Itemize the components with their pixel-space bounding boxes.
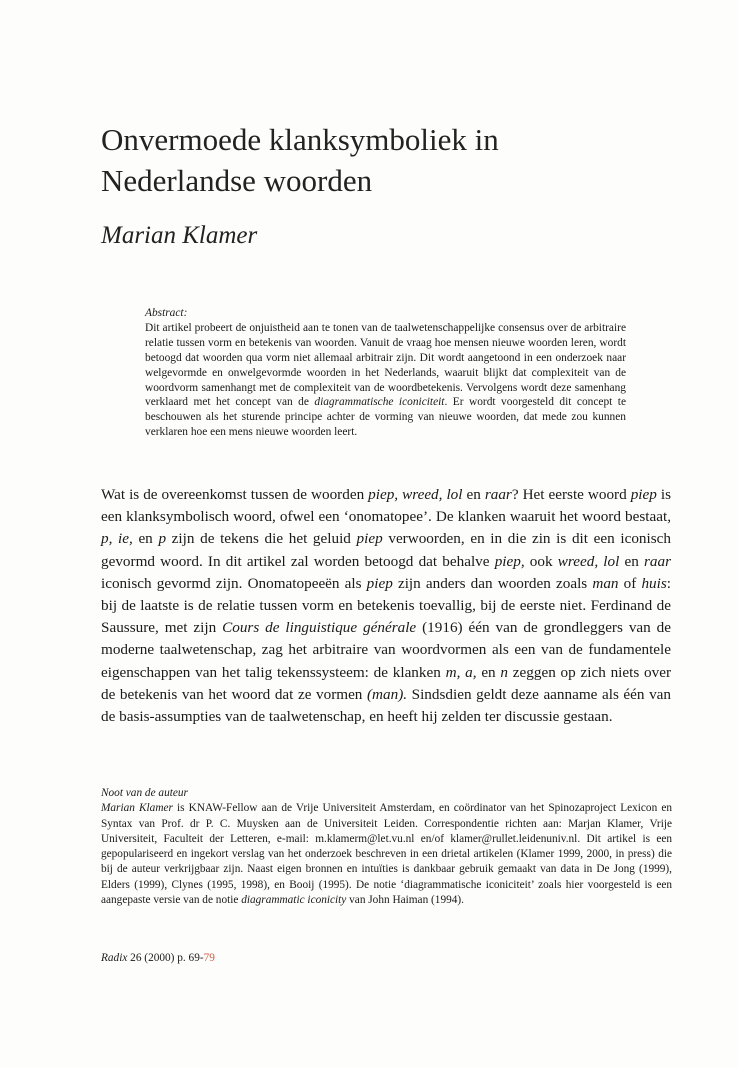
author-note-text [101, 801, 672, 908]
body-italic: piep, [494, 552, 525, 570]
author-name: Marian Klamer [101, 222, 258, 249]
body-text: ook [524, 552, 558, 570]
body-italic: piep [630, 486, 657, 503]
abstract-text-a: Dit artikel probeert de onjuistheid aan te tonen van de taalwetenschappelijke consensus over de arbitraire relatie tussen vorm en betekenis van woorden. Vanuit de vraag hoe mensen nieuwe woorden leren, wordt betoogd dat woorden qua vorm niet allemaal arbitrair zijn. Dit wordt aangetoond in een onderzoek naar welgevormde en onwelgevormde woorden in het Nederlands, waaruit blijkt dat complexiteit van de woordvorm samenhangt met de complexiteit van de woordbetekenis. Vervolgens wordt deze samenhang verklaard met het concept van de [145, 321, 626, 409]
abstract-block [145, 306, 626, 440]
author-note-text-a: is KNAW-Fellow aan de Vrije Universiteit Amsterdam, en coördinator van het Spinozaproject Lexicon en Syntax van Prof. dr P. C. Muysken aan de Universiteit Leiden. Correspondentie richten aan: Marjan Klamer, Vrije Universiteit, Faculteit der Letteren, e-mail: m.klamerm@let.vu.nl en/of klamer@rullet.leidenuniv.nl. Dit artikel is een gepopulariseerd en ingekort verslag van het onderzoek beschreven in een drietal artikelen (Klamer 1999, 2000, in press) die bij de auteur verkrijgbaar zijn. Naast eigen bronnen en intuïties is dankbaar gebruik gemaakt van data in De Jong (1999), Elders (1999), Clynes (1995, 1998), en Booij (1995). De notie ‘diagrammatische iconiciteit’ zoals hier voorgesteld is een aangepaste versie van de notie [101, 802, 672, 907]
body-text: Sindsdien geldt deze aanname als één van de basis-assumpties van de taalwetenschap, en heeft hij zelden ter discussie gestaan. [101, 685, 671, 726]
body-text: of [618, 574, 642, 592]
body-italic: piep [356, 530, 383, 548]
body-italic: huis [641, 574, 667, 592]
body-text: en [619, 552, 644, 570]
body-italic: Cours de linguistique générale [222, 619, 417, 637]
abstract-term: diagrammatische iconiciteit [314, 396, 445, 409]
journal-name: Radix [101, 952, 128, 964]
author-note-name: Marian Klamer [101, 802, 173, 815]
body-italic: piep [366, 574, 393, 592]
body-text: zeggen op zich niets over de betekenis van het woord dat ze vormen [101, 663, 672, 703]
body-text: iconisch gevormd zijn. Onomatopeeën als [101, 574, 367, 592]
journal-reference: 26 (2000) p. 69- [127, 952, 204, 964]
body-italic: p, ie, [101, 530, 133, 548]
body-text: : bij de laatste is de relatie tussen vorm en betekenis toevallig, bij de eerste niet. Ferdinand de Saussure, met zijn [101, 574, 672, 637]
abstract-label: Abstract: [145, 307, 188, 319]
author-note-term: diagrammatic iconicity [241, 894, 347, 907]
abstract-text [145, 321, 626, 440]
body-italic: n [500, 663, 509, 681]
body-italic: piep, wreed, lol [368, 486, 463, 503]
body-text: en [132, 530, 159, 548]
title-line-1: Onvermoede klanksymboliek in [101, 122, 499, 157]
body-italic: raar [484, 486, 512, 503]
body-italic: (man). [366, 685, 408, 703]
title-line-2: Nederlandse woorden [101, 163, 373, 198]
body-text: en [476, 663, 501, 681]
abstract-text-b: . Er wordt voorgesteld dit concept te beschouwen als het sturende principe achter de vorming van nieuwe woorden, dat mede zou kunnen verklaren hoe een mens nieuwe woorden leert. [145, 396, 627, 439]
body-italic: raar [644, 552, 672, 570]
author-note [101, 786, 672, 908]
body-italic: wreed, lol [557, 552, 620, 570]
body-text: ? Het eerste woord [511, 486, 631, 503]
body-text: is een klanksymbolisch woord, ofwel een ‘onomatopee’. De klanken waaruit het woord bestaat, [101, 486, 671, 526]
body-text: en [462, 486, 485, 503]
body-text: zijn de tekens die het geluid [166, 530, 357, 548]
author-note-text-b: van John Haiman (1994). [346, 894, 464, 907]
page-end-number: 79 [203, 952, 215, 964]
body-text: verwoorden, en in die zin is dit een iconisch gevormd woord. In dit artikel zal worden betoogd dat behalve [101, 530, 671, 570]
body-paragraph [101, 484, 671, 728]
citation-footer [101, 952, 215, 964]
body-italic: man [592, 574, 619, 592]
body-italic: p [158, 530, 167, 548]
author-note-heading: Noot van de auteur [101, 787, 188, 799]
article-title [101, 119, 701, 201]
body-text: (1916) één van de grondleggers van de moderne taalwetenschap, zag het arbitraire van woordvormen als een van de fundamentele eigenschappen van het talig tekenssysteem: de klanken [101, 619, 671, 681]
body-italic: m, a, [445, 663, 477, 681]
body-text: zijn anders dan woorden zoals [392, 574, 593, 592]
body-text: Wat is de overeenkomst tussen de woorden [101, 486, 369, 503]
